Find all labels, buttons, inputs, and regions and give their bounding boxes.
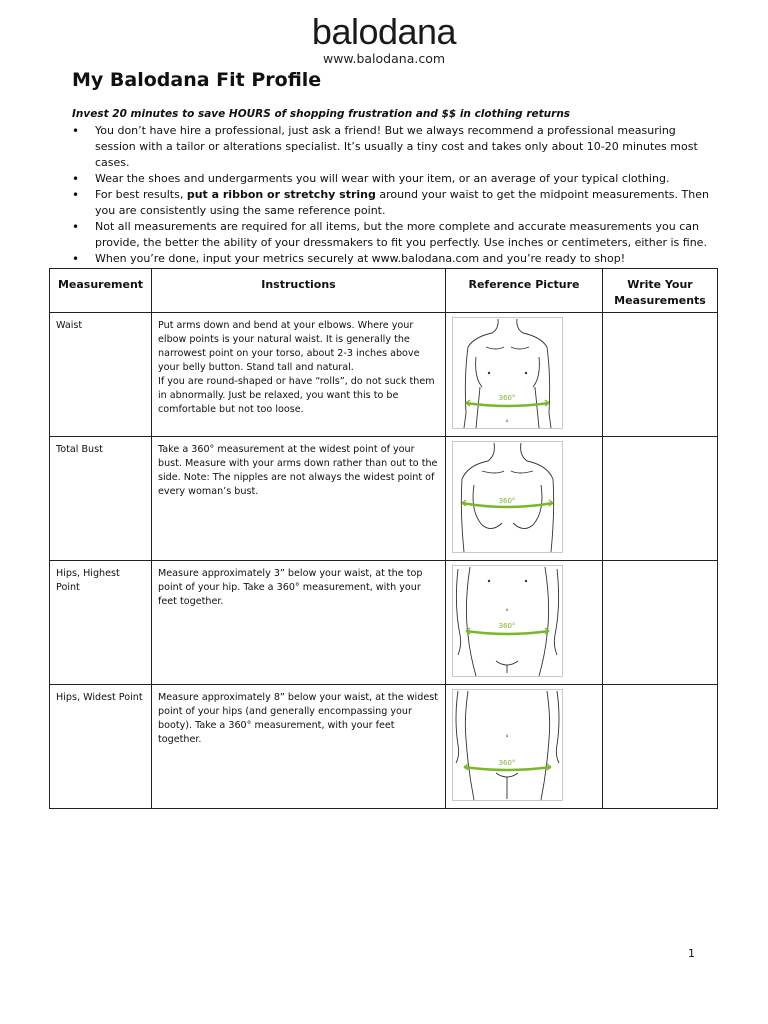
torso-bust-illustration xyxy=(452,441,563,553)
measurement-label: 360° xyxy=(498,394,516,402)
write-measurement-cell[interactable] xyxy=(603,561,718,685)
table-row xyxy=(50,685,718,809)
write-measurement-cell[interactable] xyxy=(603,437,718,561)
bullet-text: For best results, xyxy=(95,188,187,201)
bullet-item: • When you’re done, input your metrics securely at www.balodana.com and you’re ready to shop! xyxy=(72,251,712,267)
measurement-instructions: Take a 360° measurement at the widest point of your bust. Measure with your arms down rather than out to the side. Note: The nipples are not always the widest point of every woman’s bust. xyxy=(152,437,446,561)
bullet-item xyxy=(72,187,712,219)
svg-text:u: u xyxy=(505,418,509,423)
measurement-label: 360° xyxy=(498,622,516,630)
torso-waist-illustration xyxy=(452,317,563,429)
instruction-bullets xyxy=(72,123,712,267)
page-number: 1 xyxy=(688,947,695,960)
write-measurement-cell[interactable] xyxy=(603,685,718,809)
measurement-name: Hips, Highest Point xyxy=(50,561,152,685)
measurement-instructions: Put arms down and bend at your elbows. Where your elbow points is your natural waist. It is generally the narrowest point on your torso, about 2-3 inches above your belly button. Stand tall and natural. If you are round-shaped or have “rolls”, do not suck them in abnormally. Just be relaxed, you want this to be comfortable but not too loose. xyxy=(152,313,446,437)
reference-picture-cell xyxy=(446,561,603,685)
table-header-row xyxy=(50,269,718,313)
hips-widest-illustration xyxy=(452,689,563,801)
measurement-name: Hips, Widest Point xyxy=(50,685,152,809)
bullet-text: around your waist to get the midpoint measurements. Then you are consistently using the same reference point. xyxy=(95,188,709,217)
header-measurement: Measurement xyxy=(50,269,152,313)
bullet-item: • Not all measurements are required for all items, but the more complete and accurate measurements you can provide, the better the ability of your dressmakers to fit you perfectly. Use inches or centimeters, either is fine. xyxy=(72,219,712,251)
measurement-instructions: Measure approximately 8” below your waist, at the widest point of your hips (and generally encompassing your booty). Take a 360° measurement, with your feet together. xyxy=(152,685,446,809)
table-row xyxy=(50,561,718,685)
header-reference-picture: Reference Picture xyxy=(446,269,603,313)
hips-highest-illustration xyxy=(452,565,563,677)
svg-text:u: u xyxy=(505,607,509,612)
header-instructions: Instructions xyxy=(152,269,446,313)
bullet-item: • Wear the shoes and undergarments you will wear with your item, or an average of your typical clothing. xyxy=(72,171,712,187)
measurement-instructions: Measure approximately 3” below your waist, at the top point of your hip. Take a 360° measurement, with your feet together. xyxy=(152,561,446,685)
website-url: www.balodana.com xyxy=(322,51,446,66)
header-write-measurements: Write Your Measurements xyxy=(603,269,718,313)
table-row xyxy=(50,313,718,437)
bullet-item: • You don’t have hire a professional, just ask a friend! But we always recommend a professional measuring session with a tailor or alterations specialist. It’s usually a tiny cost and takes only about 10-20 minutes most cases. xyxy=(72,123,712,171)
reference-picture-cell xyxy=(446,313,603,437)
write-measurement-cell[interactable] xyxy=(603,313,718,437)
measurement-table xyxy=(49,268,718,809)
bullet-emphasis: put a ribbon or stretchy string xyxy=(186,188,376,201)
measurement-label: 360° xyxy=(498,497,516,505)
reference-picture-cell xyxy=(446,685,603,809)
svg-text:u: u xyxy=(505,733,509,738)
page-title: My Balodana Fit Profile xyxy=(72,69,322,91)
measurement-label: 360° xyxy=(498,759,516,767)
table-row xyxy=(50,437,718,561)
brand-logo: balodana xyxy=(311,11,457,52)
reference-picture-cell xyxy=(446,437,603,561)
measurement-name: Waist xyxy=(50,313,152,437)
measurement-name: Total Bust xyxy=(50,437,152,561)
tagline: Invest 20 minutes to save HOURS of shopping frustration and $$ in clothing returns xyxy=(72,108,571,120)
